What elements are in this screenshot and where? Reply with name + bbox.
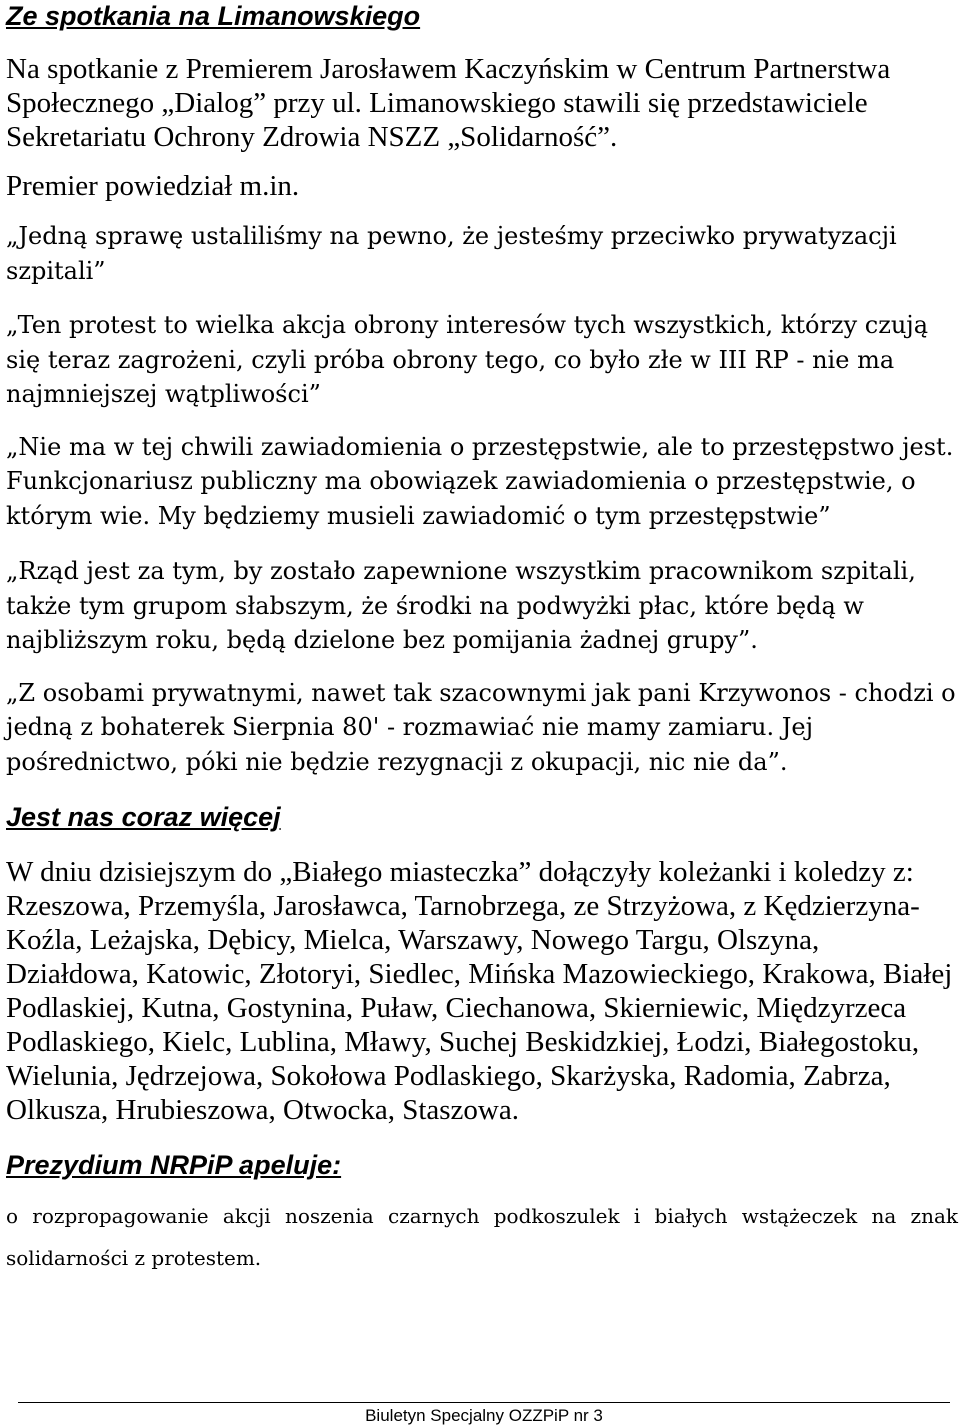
premier-said-paragraph: Premier powiedział m.in. xyxy=(6,170,300,202)
appeal-paragraph: o rozpropagowanie akcji noszenia czarnych podkoszulek i białych wstążeczek na znak solidarności z protestem. xyxy=(6,1204,958,1270)
footer-text: Biuletyn Specjalny OZZPiP nr 3 xyxy=(365,1406,603,1425)
section-heading-more-of-us: Jest nas coraz więcej xyxy=(6,802,281,832)
quote-4: „Rząd jest za tym, by zostało zapewnione wszystkim pracownikom szpitali, także tym grupom słabszym, że środki na podwyżki płac, które będą w najbliższym roku, będą dzielone bez pomijania żadnej grupy”. xyxy=(6,557,916,654)
intro-paragraph: Na spotkanie z Premierem Jarosławem Kaczyńskim w Centrum Partnerstwa Społecznego „Dialog” przy ul. Limanowskiego stawili się przedstawiciele Sekretariatu Ochrony Zdrowia NSZZ „Solidarność”. xyxy=(6,53,891,153)
quote-3: „Nie ma w tej chwili zawiadomienia o przestępstwie, ale to przestępstwo jest. Funkcjonariusz publiczny ma obowiązek zawiadomienia o przestępstwie, o którym wie. My będziemy musieli zawiadomić o tym przestępstwie” xyxy=(6,432,954,530)
section-heading-meeting: Ze spotkania na Limanowskiego xyxy=(6,1,421,31)
footer xyxy=(18,1402,950,1427)
cities-paragraph: W dniu dzisiejszym do „Białego miasteczka” dołączyły koleżanki i koledzy z: Rzeszowa, Przemyśla, Jarosławca, Tarnobrzega, ze Strzyżowa, z Kędzierzyna-Koźla, Leżajska, Dębicy, Mielca, Warszawy, Nowego Targu, Olszyna, Działdowa, Katowic, Złotoryi, Siedlec, Mińska Mazowieckiego, Krakowa, Białej Podlaskiej, Kutna, Gostynina, Puław, Ciechanowa, Skierniewic, Międzyrzeca Podlaskiego, Kielc, Lublina, Mławy, Suchej Beskidzkiej, Łodzi, Białegostoku, Wielunia, Jędrzejowa, Sokołowa Podlaskiego, Skarżyska, Radomia, Zabrza, Olkusza, Hrubieszowa, Otwocka, Staszowa. xyxy=(6,856,953,1126)
quote-5: „Z osobami prywatnymi, nawet tak szacownymi jak pani Krzywonos - chodzi o jedną z bohaterek Sierpnia 80' - rozmawiać nie mamy zamiaru. Jej pośrednictwo, póki nie będzie rezygnacji z okupacji, nic nie da”. xyxy=(6,678,956,776)
section-heading-appeal: Prezydium NRPiP apeluje: xyxy=(6,1150,342,1180)
quote-1: „Jedną sprawę ustaliliśmy na pewno, że jesteśmy przeciwko prywatyzacji szpitali” xyxy=(6,222,897,285)
quote-2: „Ten protest to wielka akcja obrony interesów tych wszystkich, którzy czują się teraz zagrożeni, czyli próba obrony tego, co było złe w III RP - nie ma najmniejszej wątpliwości” xyxy=(6,311,929,408)
document-page xyxy=(6,0,958,1279)
